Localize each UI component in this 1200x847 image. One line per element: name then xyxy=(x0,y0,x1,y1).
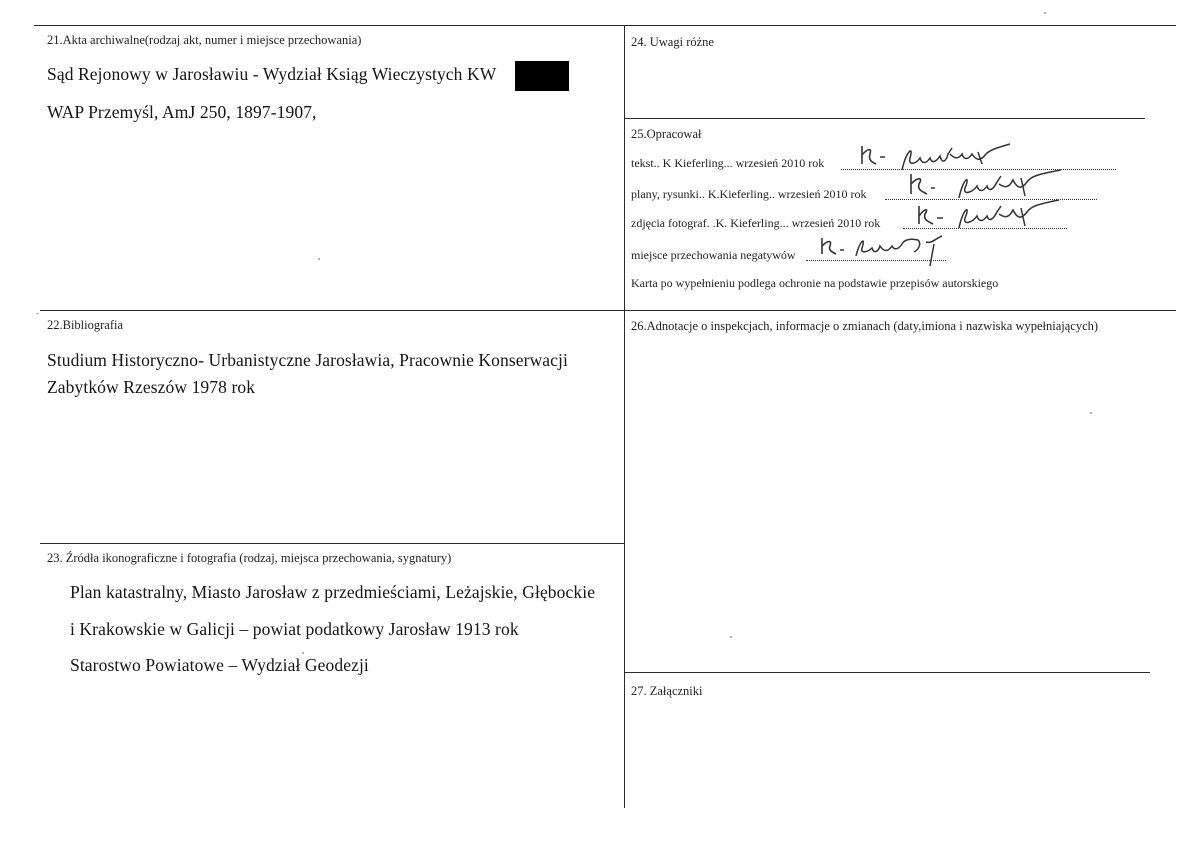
scan-speck xyxy=(302,652,304,654)
section-23-line-2: i Krakowskie w Galicji – powiat podatkowy Jarosław 1913 rok xyxy=(70,619,519,639)
section-22-line-2: Zabytków Rzeszów 1978 rok xyxy=(47,377,256,397)
scan-speck xyxy=(318,258,320,260)
section-25-row-photos: zdjęcia fotograf. .K. Kieferling... wrzesień 2010 rok xyxy=(631,216,881,230)
rule-24-25 xyxy=(624,118,1145,119)
top-rule xyxy=(34,25,1176,26)
section-25-row-text: tekst.. K Kieferling... wrzesień 2010 rok xyxy=(631,156,825,170)
section-23-line-1: Plan katastralny, Miasto Jarosław z przedmieściami, Leżajskie, Głębockie xyxy=(70,582,596,602)
section-25-row-negatives: miejsce przechowania negatywów xyxy=(631,248,796,262)
scan-speck xyxy=(1044,12,1046,14)
section-24-label: 24. Uwagi różne xyxy=(631,35,714,49)
section-25-row-plans: plany, rysunki.. K.Kieferling.. wrzesień 2010 rok xyxy=(631,187,867,201)
signature-negatives-row xyxy=(818,232,968,273)
section-25-label: 25.Opracował xyxy=(631,127,702,141)
rule-26-27 xyxy=(624,672,1150,673)
scan-speck xyxy=(36,313,39,314)
section-22-label: 22.Bibliografia xyxy=(47,318,124,332)
section-21-label: 21.Akta archiwalne(rodzaj akt, numer i miejsce przechowania) xyxy=(47,33,362,47)
section-25-copyright-note: Karta po wypełnieniu podlega ochronie na podstawie przepisów autorskiego xyxy=(631,276,999,290)
rule-22-23 xyxy=(40,543,624,544)
section-22-line-1: Studium Historyczno- Urbanistyczne Jarosławia, Pracownie Konserwacji xyxy=(47,350,568,370)
scan-speck xyxy=(1090,412,1092,414)
section-23-label: 23. Źródła ikonograficzne i fotografia (rodzaj, miejsca przechowania, sygnatury) xyxy=(47,551,452,565)
section-21-line-2: WAP Przemyśl, AmJ 250, 1897-1907, xyxy=(47,102,317,122)
section-21-line-1: Sąd Rejonowy w Jarosławiu - Wydział Ksiąg Wieczystych KW xyxy=(47,64,497,84)
redaction-block xyxy=(515,61,569,91)
section-23-line-3: Starostwo Powiatowe – Wydział Geodezji xyxy=(70,655,369,675)
rule-21-22 xyxy=(40,310,1176,311)
section-27-label: 27. Załączniki xyxy=(631,684,703,698)
center-divider xyxy=(624,25,625,808)
scan-speck xyxy=(730,636,732,638)
section-26-label: 26.Adnotacje o inspekcjach, informacje o zmianach (daty,imiona i nazwiska wypełniających) xyxy=(631,319,1099,333)
